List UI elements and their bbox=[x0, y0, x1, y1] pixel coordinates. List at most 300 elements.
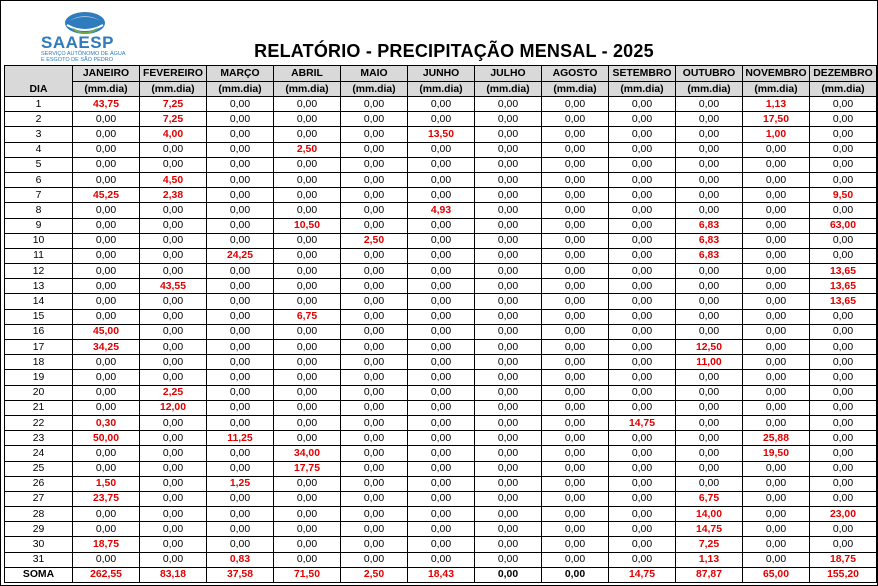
value-cell: 0,00 bbox=[676, 324, 743, 339]
value-cell: 0,00 bbox=[341, 112, 408, 127]
day-cell: 4 bbox=[5, 142, 73, 157]
value-cell: 0,00 bbox=[810, 415, 877, 430]
value-cell: 0,00 bbox=[676, 127, 743, 142]
value-cell: 9,50 bbox=[810, 188, 877, 203]
unit-header: (mm.dia) bbox=[810, 82, 877, 97]
value-cell: 0,00 bbox=[408, 188, 475, 203]
value-cell: 0,00 bbox=[408, 233, 475, 248]
value-cell: 2,38 bbox=[140, 188, 207, 203]
value-cell: 0,00 bbox=[274, 294, 341, 309]
value-cell: 0,00 bbox=[810, 476, 877, 491]
table-row bbox=[5, 537, 877, 552]
unit-header: (mm.dia) bbox=[475, 82, 542, 97]
value-cell: 0,00 bbox=[341, 446, 408, 461]
value-cell: 0,00 bbox=[475, 248, 542, 263]
value-cell: 1,13 bbox=[743, 97, 810, 112]
value-cell: 0,00 bbox=[140, 309, 207, 324]
value-cell: 0,00 bbox=[140, 324, 207, 339]
value-cell: 1,25 bbox=[207, 476, 274, 491]
value-cell: 0,00 bbox=[140, 340, 207, 355]
value-cell: 0,00 bbox=[609, 248, 676, 263]
value-cell: 0,00 bbox=[408, 370, 475, 385]
table-row bbox=[5, 218, 877, 233]
value-cell: 0,00 bbox=[542, 324, 609, 339]
value-cell: 0,00 bbox=[274, 537, 341, 552]
value-cell: 0,00 bbox=[810, 203, 877, 218]
value-cell: 0,00 bbox=[743, 157, 810, 172]
value-cell: 0,00 bbox=[408, 309, 475, 324]
value-cell: 0,00 bbox=[408, 355, 475, 370]
value-cell: 0,00 bbox=[408, 112, 475, 127]
value-cell: 0,00 bbox=[73, 279, 140, 294]
value-cell: 0,00 bbox=[207, 355, 274, 370]
value-cell: 0,30 bbox=[73, 415, 140, 430]
value-cell: 0,00 bbox=[810, 461, 877, 476]
value-cell: 0,00 bbox=[810, 370, 877, 385]
day-cell: 8 bbox=[5, 203, 73, 218]
value-cell: 0,00 bbox=[810, 112, 877, 127]
value-cell: 0,00 bbox=[207, 370, 274, 385]
day-cell: 19 bbox=[5, 370, 73, 385]
value-cell: 0,00 bbox=[408, 552, 475, 567]
value-cell: 0,00 bbox=[542, 233, 609, 248]
value-cell: 6,83 bbox=[676, 233, 743, 248]
table-row bbox=[5, 142, 877, 157]
value-cell: 0,00 bbox=[609, 491, 676, 506]
total-cell: 65,00 bbox=[743, 567, 810, 582]
value-cell: 0,00 bbox=[140, 233, 207, 248]
value-cell: 0,00 bbox=[274, 172, 341, 187]
value-cell: 0,00 bbox=[743, 218, 810, 233]
month-header: AGOSTO bbox=[542, 66, 609, 82]
value-cell: 0,00 bbox=[140, 248, 207, 263]
value-cell: 0,00 bbox=[408, 294, 475, 309]
value-cell: 0,00 bbox=[408, 157, 475, 172]
table-row bbox=[5, 400, 877, 415]
value-cell: 45,00 bbox=[73, 324, 140, 339]
unit-header: (mm.dia) bbox=[274, 82, 341, 97]
value-cell: 0,00 bbox=[341, 264, 408, 279]
value-cell: 0,00 bbox=[609, 476, 676, 491]
day-cell: 18 bbox=[5, 355, 73, 370]
value-cell: 0,00 bbox=[810, 446, 877, 461]
unit-header: (mm.dia) bbox=[743, 82, 810, 97]
day-cell: 5 bbox=[5, 157, 73, 172]
value-cell: 0,00 bbox=[73, 127, 140, 142]
value-cell: 0,00 bbox=[609, 157, 676, 172]
unit-header: (mm.dia) bbox=[341, 82, 408, 97]
value-cell: 4,50 bbox=[140, 172, 207, 187]
value-cell: 0,00 bbox=[73, 264, 140, 279]
value-cell: 0,00 bbox=[475, 279, 542, 294]
value-cell: 0,00 bbox=[73, 294, 140, 309]
value-cell: 0,00 bbox=[140, 537, 207, 552]
value-cell: 0,00 bbox=[408, 97, 475, 112]
value-cell: 2,25 bbox=[140, 385, 207, 400]
value-cell: 0,00 bbox=[207, 491, 274, 506]
value-cell: 0,00 bbox=[542, 491, 609, 506]
value-cell: 0,00 bbox=[140, 446, 207, 461]
value-cell: 0,00 bbox=[408, 218, 475, 233]
value-cell: 0,00 bbox=[609, 400, 676, 415]
value-cell: 0,00 bbox=[743, 461, 810, 476]
value-cell: 0,00 bbox=[609, 431, 676, 446]
value-cell: 0,00 bbox=[609, 385, 676, 400]
unit-header: (mm.dia) bbox=[542, 82, 609, 97]
value-cell: 0,00 bbox=[408, 537, 475, 552]
value-cell: 0,00 bbox=[743, 415, 810, 430]
value-cell: 0,00 bbox=[73, 400, 140, 415]
value-cell: 0,00 bbox=[609, 188, 676, 203]
value-cell: 0,00 bbox=[475, 340, 542, 355]
value-cell: 0,00 bbox=[609, 172, 676, 187]
unit-header: (mm.dia) bbox=[408, 82, 475, 97]
value-cell: 0,00 bbox=[609, 522, 676, 537]
value-cell: 0,00 bbox=[475, 172, 542, 187]
value-cell: 12,50 bbox=[676, 340, 743, 355]
value-cell: 0,00 bbox=[475, 522, 542, 537]
value-cell: 0,00 bbox=[341, 248, 408, 263]
value-cell: 0,00 bbox=[475, 507, 542, 522]
value-cell: 0,00 bbox=[676, 142, 743, 157]
value-cell: 0,00 bbox=[341, 203, 408, 218]
value-cell: 0,00 bbox=[542, 522, 609, 537]
value-cell: 0,00 bbox=[810, 537, 877, 552]
value-cell: 0,00 bbox=[810, 233, 877, 248]
table-row bbox=[5, 446, 877, 461]
value-cell: 0,00 bbox=[676, 431, 743, 446]
value-cell: 0,00 bbox=[274, 355, 341, 370]
value-cell: 0,00 bbox=[73, 507, 140, 522]
value-cell: 6,75 bbox=[274, 309, 341, 324]
value-cell: 0,00 bbox=[542, 552, 609, 567]
day-cell: 16 bbox=[5, 324, 73, 339]
value-cell: 0,00 bbox=[274, 324, 341, 339]
value-cell: 0,00 bbox=[73, 355, 140, 370]
report-header bbox=[1, 1, 877, 63]
value-cell: 0,00 bbox=[73, 385, 140, 400]
page-title: RELATÓRIO - PRECIPITAÇÃO MENSAL - 2025 bbox=[254, 41, 654, 61]
value-cell: 0,00 bbox=[810, 172, 877, 187]
value-cell: 0,00 bbox=[676, 97, 743, 112]
table-row bbox=[5, 112, 877, 127]
month-header: JULHO bbox=[475, 66, 542, 82]
value-cell: 0,00 bbox=[542, 218, 609, 233]
value-cell: 0,00 bbox=[207, 188, 274, 203]
totals-row bbox=[5, 567, 877, 582]
value-cell: 0,00 bbox=[475, 97, 542, 112]
value-cell: 0,00 bbox=[542, 188, 609, 203]
value-cell: 0,00 bbox=[140, 431, 207, 446]
day-cell: 2 bbox=[5, 112, 73, 127]
value-cell: 0,00 bbox=[475, 309, 542, 324]
value-cell: 0,00 bbox=[207, 127, 274, 142]
value-cell: 0,00 bbox=[810, 157, 877, 172]
value-cell: 0,00 bbox=[475, 370, 542, 385]
value-cell: 0,00 bbox=[542, 355, 609, 370]
value-cell: 0,00 bbox=[475, 264, 542, 279]
value-cell: 0,00 bbox=[341, 476, 408, 491]
value-cell: 0,00 bbox=[542, 172, 609, 187]
value-cell: 0,00 bbox=[743, 400, 810, 415]
value-cell: 0,00 bbox=[341, 157, 408, 172]
value-cell: 0,00 bbox=[810, 355, 877, 370]
value-cell: 0,00 bbox=[73, 233, 140, 248]
month-header: DEZEMBRO bbox=[810, 66, 877, 82]
value-cell: 0,00 bbox=[743, 491, 810, 506]
day-cell: 10 bbox=[5, 233, 73, 248]
day-cell: 9 bbox=[5, 218, 73, 233]
value-cell: 0,00 bbox=[408, 248, 475, 263]
value-cell: 12,00 bbox=[140, 400, 207, 415]
value-cell: 0,00 bbox=[609, 112, 676, 127]
value-cell: 0,00 bbox=[475, 157, 542, 172]
value-cell: 0,00 bbox=[542, 142, 609, 157]
value-cell: 0,00 bbox=[676, 415, 743, 430]
table-row bbox=[5, 279, 877, 294]
table-row bbox=[5, 188, 877, 203]
value-cell: 0,00 bbox=[341, 461, 408, 476]
value-cell: 0,00 bbox=[274, 188, 341, 203]
table-row bbox=[5, 294, 877, 309]
value-cell: 0,00 bbox=[274, 279, 341, 294]
unit-header: (mm.dia) bbox=[676, 82, 743, 97]
day-cell: 26 bbox=[5, 476, 73, 491]
value-cell: 0,00 bbox=[207, 324, 274, 339]
value-cell: 0,00 bbox=[341, 507, 408, 522]
value-cell: 0,00 bbox=[609, 446, 676, 461]
table-row bbox=[5, 340, 877, 355]
day-cell: 11 bbox=[5, 248, 73, 263]
value-cell: 0,00 bbox=[542, 415, 609, 430]
month-header: NOVEMBRO bbox=[743, 66, 810, 82]
month-header: MAIO bbox=[341, 66, 408, 82]
day-cell: 14 bbox=[5, 294, 73, 309]
month-header: JANEIRO bbox=[73, 66, 140, 82]
value-cell: 0,00 bbox=[810, 127, 877, 142]
value-cell: 0,00 bbox=[341, 522, 408, 537]
value-cell: 0,00 bbox=[609, 218, 676, 233]
value-cell: 0,00 bbox=[475, 127, 542, 142]
value-cell: 0,00 bbox=[810, 324, 877, 339]
value-cell: 34,00 bbox=[274, 446, 341, 461]
value-cell: 0,00 bbox=[207, 461, 274, 476]
value-cell: 0,00 bbox=[743, 522, 810, 537]
value-cell: 0,00 bbox=[475, 537, 542, 552]
value-cell: 11,00 bbox=[676, 355, 743, 370]
day-cell: 25 bbox=[5, 461, 73, 476]
value-cell: 0,00 bbox=[73, 370, 140, 385]
table-row bbox=[5, 370, 877, 385]
value-cell: 0,00 bbox=[609, 355, 676, 370]
value-cell: 0,00 bbox=[475, 233, 542, 248]
value-cell: 0,00 bbox=[274, 522, 341, 537]
value-cell: 0,00 bbox=[676, 188, 743, 203]
total-cell: 87,87 bbox=[676, 567, 743, 582]
value-cell: 0,00 bbox=[609, 370, 676, 385]
value-cell: 0,00 bbox=[341, 309, 408, 324]
value-cell: 0,00 bbox=[408, 446, 475, 461]
day-cell: 15 bbox=[5, 309, 73, 324]
total-cell: 83,18 bbox=[140, 567, 207, 582]
value-cell: 25,88 bbox=[743, 431, 810, 446]
value-cell: 0,00 bbox=[475, 400, 542, 415]
day-cell: 31 bbox=[5, 552, 73, 567]
value-cell: 0,00 bbox=[274, 233, 341, 248]
value-cell: 0,00 bbox=[274, 507, 341, 522]
table-row bbox=[5, 522, 877, 537]
value-cell: 2,50 bbox=[341, 233, 408, 248]
value-cell: 0,00 bbox=[676, 385, 743, 400]
value-cell: 45,25 bbox=[73, 188, 140, 203]
value-cell: 0,00 bbox=[609, 507, 676, 522]
table-row bbox=[5, 324, 877, 339]
value-cell: 0,00 bbox=[609, 537, 676, 552]
value-cell: 0,00 bbox=[274, 157, 341, 172]
value-cell: 0,00 bbox=[810, 522, 877, 537]
value-cell: 0,00 bbox=[274, 385, 341, 400]
value-cell: 11,25 bbox=[207, 431, 274, 446]
value-cell: 0,00 bbox=[140, 294, 207, 309]
day-cell: 21 bbox=[5, 400, 73, 415]
value-cell: 24,25 bbox=[207, 248, 274, 263]
value-cell: 0,00 bbox=[475, 385, 542, 400]
total-cell: 14,75 bbox=[609, 567, 676, 582]
value-cell: 0,00 bbox=[207, 415, 274, 430]
value-cell: 0,00 bbox=[140, 142, 207, 157]
value-cell: 7,25 bbox=[140, 112, 207, 127]
value-cell: 63,00 bbox=[810, 218, 877, 233]
value-cell: 0,00 bbox=[73, 248, 140, 263]
value-cell: 0,00 bbox=[274, 340, 341, 355]
value-cell: 0,00 bbox=[73, 552, 140, 567]
value-cell: 0,00 bbox=[609, 324, 676, 339]
unit-header: (mm.dia) bbox=[207, 82, 274, 97]
value-cell: 0,00 bbox=[140, 507, 207, 522]
value-cell: 6,83 bbox=[676, 218, 743, 233]
value-cell: 0,00 bbox=[73, 309, 140, 324]
value-cell: 0,00 bbox=[542, 400, 609, 415]
value-cell: 0,00 bbox=[140, 218, 207, 233]
value-cell: 0,00 bbox=[73, 172, 140, 187]
value-cell: 0,00 bbox=[274, 415, 341, 430]
value-cell: 0,00 bbox=[676, 172, 743, 187]
value-cell: 0,00 bbox=[542, 309, 609, 324]
value-cell: 0,00 bbox=[73, 522, 140, 537]
value-cell: 0,00 bbox=[207, 233, 274, 248]
value-cell: 0,00 bbox=[341, 294, 408, 309]
value-cell: 0,00 bbox=[207, 97, 274, 112]
day-cell: 3 bbox=[5, 127, 73, 142]
value-cell: 0,00 bbox=[207, 157, 274, 172]
value-cell: 0,00 bbox=[207, 218, 274, 233]
value-cell: 0,00 bbox=[475, 203, 542, 218]
value-cell: 0,00 bbox=[676, 157, 743, 172]
value-cell: 0,00 bbox=[140, 461, 207, 476]
value-cell: 0,00 bbox=[676, 476, 743, 491]
value-cell: 0,00 bbox=[140, 415, 207, 430]
day-cell: 28 bbox=[5, 507, 73, 522]
value-cell: 0,00 bbox=[408, 264, 475, 279]
value-cell: 0,00 bbox=[676, 309, 743, 324]
value-cell: 17,75 bbox=[274, 461, 341, 476]
value-cell: 13,65 bbox=[810, 264, 877, 279]
value-cell: 0,00 bbox=[609, 142, 676, 157]
value-cell: 0,00 bbox=[274, 112, 341, 127]
value-cell: 0,00 bbox=[140, 264, 207, 279]
value-cell: 0,00 bbox=[475, 446, 542, 461]
precipitation-table bbox=[4, 65, 877, 583]
month-header: FEVEREIRO bbox=[140, 66, 207, 82]
value-cell: 0,00 bbox=[743, 233, 810, 248]
value-cell: 0,00 bbox=[542, 127, 609, 142]
value-cell: 0,00 bbox=[609, 233, 676, 248]
value-cell: 0,00 bbox=[542, 203, 609, 218]
value-cell: 0,00 bbox=[341, 415, 408, 430]
value-cell: 0,00 bbox=[810, 385, 877, 400]
value-cell: 10,50 bbox=[274, 218, 341, 233]
value-cell: 0,00 bbox=[408, 461, 475, 476]
value-cell: 0,00 bbox=[140, 552, 207, 567]
value-cell: 0,00 bbox=[207, 400, 274, 415]
value-cell: 7,25 bbox=[676, 537, 743, 552]
value-cell: 0,00 bbox=[341, 324, 408, 339]
value-cell: 0,00 bbox=[743, 309, 810, 324]
table-row bbox=[5, 248, 877, 263]
day-cell: 13 bbox=[5, 279, 73, 294]
value-cell: 0,00 bbox=[73, 112, 140, 127]
value-cell: 0,00 bbox=[408, 431, 475, 446]
value-cell: 0,00 bbox=[609, 340, 676, 355]
value-cell: 17,50 bbox=[743, 112, 810, 127]
value-cell: 0,00 bbox=[274, 552, 341, 567]
value-cell: 0,00 bbox=[207, 279, 274, 294]
value-cell: 14,75 bbox=[609, 415, 676, 430]
value-cell: 0,00 bbox=[73, 461, 140, 476]
value-cell: 0,00 bbox=[743, 537, 810, 552]
value-cell: 0,00 bbox=[542, 279, 609, 294]
table-row bbox=[5, 355, 877, 370]
day-cell: 27 bbox=[5, 491, 73, 506]
value-cell: 0,00 bbox=[207, 446, 274, 461]
value-cell: 0,00 bbox=[810, 142, 877, 157]
value-cell: 0,00 bbox=[542, 431, 609, 446]
value-cell: 0,00 bbox=[743, 294, 810, 309]
value-cell: 0,00 bbox=[810, 491, 877, 506]
value-cell: 0,00 bbox=[542, 97, 609, 112]
value-cell: 0,00 bbox=[408, 415, 475, 430]
value-cell: 0,00 bbox=[73, 157, 140, 172]
logo-name: SAAESP bbox=[41, 33, 114, 52]
value-cell: 0,00 bbox=[475, 461, 542, 476]
value-cell: 0,83 bbox=[207, 552, 274, 567]
value-cell: 0,00 bbox=[743, 370, 810, 385]
value-cell: 0,00 bbox=[475, 491, 542, 506]
table-row bbox=[5, 491, 877, 506]
value-cell: 0,00 bbox=[743, 340, 810, 355]
value-cell: 14,00 bbox=[676, 507, 743, 522]
value-cell: 0,00 bbox=[408, 385, 475, 400]
month-header: MARÇO bbox=[207, 66, 274, 82]
value-cell: 7,25 bbox=[140, 97, 207, 112]
value-cell: 0,00 bbox=[207, 172, 274, 187]
value-cell: 4,00 bbox=[140, 127, 207, 142]
value-cell: 0,00 bbox=[341, 340, 408, 355]
value-cell: 0,00 bbox=[609, 461, 676, 476]
value-cell: 0,00 bbox=[207, 340, 274, 355]
value-cell: 0,00 bbox=[609, 203, 676, 218]
value-cell: 0,00 bbox=[274, 476, 341, 491]
